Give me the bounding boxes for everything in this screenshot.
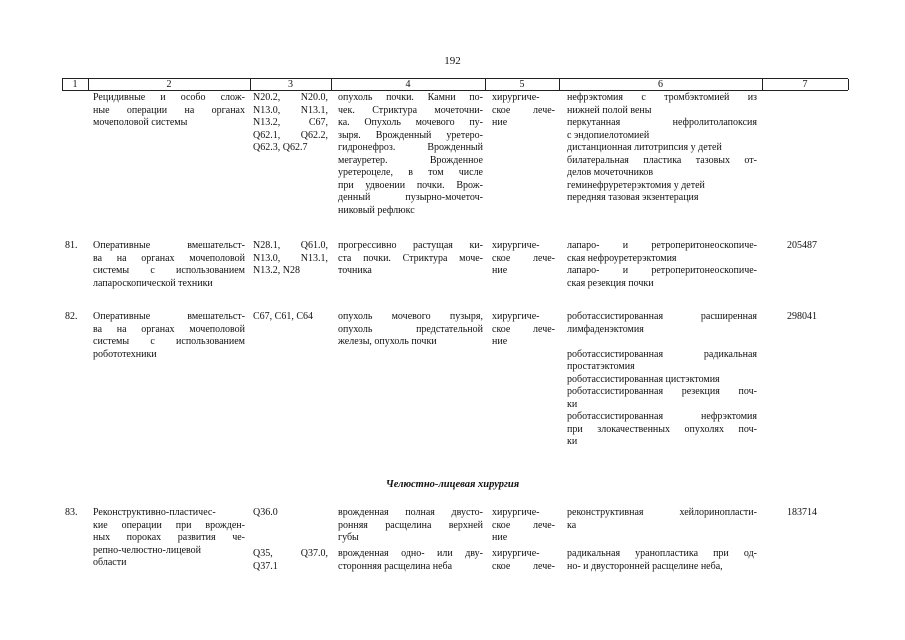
page-number: 192 bbox=[444, 55, 461, 67]
row-methods: роботассистированная расширенная лимфаденэктомия роботассистированная радикальная простатэктомия роботассистированная цистэктомия роботассистированная резекция поч- ки роботассистированная нефрэктомия при злокачественных опухолях поч- ки bbox=[567, 311, 757, 447]
row-diagnosis: опухоль мочевого пузыря, опухоль предстательной железы, опухоль почки bbox=[338, 311, 483, 347]
col-divider bbox=[848, 79, 849, 90]
row-cost: 205487 bbox=[787, 240, 817, 251]
header-col-3: 3 bbox=[288, 79, 293, 90]
row-methods: лапаро- и ретроперитонеоскопиче- ская нефроуретерэктомия лапаро- и ретроперитонеоскопиче- ская резекция почки bbox=[567, 240, 757, 289]
section-title: Челюстно-лицевая хирургия bbox=[385, 479, 520, 490]
header-col-6: 6 bbox=[658, 79, 663, 90]
row-codes: C67, C61, C64 bbox=[253, 311, 314, 322]
row-cost: 298041 bbox=[787, 311, 817, 322]
row-diagnosis: опухоль почки. Камни по- чек. Стриктура мочеточни- ка. Опухоль мочевого пу- зыря. Врожденный уретеро- гидронефроз. Врожденный мегауретер. Врожденное уретероцеле, в том числе при удвоении почки. Врож- денный пузырно-мочеточ- никовый рефлюкс bbox=[338, 92, 483, 216]
row-treatment: хирургиче- ское лече- ние bbox=[492, 311, 555, 347]
row-number: 83. bbox=[65, 507, 78, 518]
header-col-5: 5 bbox=[519, 79, 525, 90]
header-col-4: 4 bbox=[405, 79, 411, 90]
row-number: 82. bbox=[65, 311, 78, 322]
row-name: Рецидивные и особо слож- ные операции на органах мочеполовой системы bbox=[93, 92, 245, 128]
row-codes: Q35, Q37.0, Q37.1 bbox=[253, 548, 328, 572]
row-diagnosis: прогрессивно растущая ки- ста почки. Стриктура моче- точника bbox=[338, 240, 483, 276]
row-methods: радикальная уранопластика при од- но- и двусторонней расщелине неба, bbox=[567, 548, 757, 572]
row-cost: 183714 bbox=[787, 507, 817, 518]
header-col-2: 2 bbox=[166, 79, 172, 90]
header-col-1: 1 bbox=[72, 79, 78, 90]
row-codes: Q36.0 bbox=[253, 507, 278, 518]
row-methods: нефрэктомия с тромбэктомией из нижней полой вены перкутанная нефролитолапоксия с эндопиелотомией дистанционная литотрипсия у детей билатеральная пластика тазовых от- делов мочеточников геминефруретерэктомия у детей передняя тазовая экзентерация bbox=[567, 92, 757, 203]
row-treatment: хирургиче- ское лече- ние bbox=[492, 92, 555, 128]
row-treatment: хирургиче- ское лече- ние bbox=[492, 507, 555, 543]
header-col-7: 7 bbox=[802, 79, 808, 90]
row-number: 81. bbox=[65, 240, 78, 251]
row-methods: реконструктивная хейлоринопласти- ка bbox=[567, 507, 757, 531]
row-name: Реконструктивно-пластичес- кие операции при врожден- ных пороках развития че- репно-челюстно-лицевой области bbox=[93, 507, 245, 568]
row-treatment: хирургиче- ское лече- bbox=[492, 548, 555, 572]
row-treatment: хирургиче- ское лече- ние bbox=[492, 240, 555, 276]
header-bottom-border bbox=[62, 90, 848, 91]
row-codes: N28.1, Q61.0, N13.0, N13.1, N13.2, N28 bbox=[253, 240, 328, 276]
row-name: Оперативные вмешательст- ва на органах мочеполовой системы с использованием лапароскопической техники bbox=[93, 240, 245, 289]
row-diagnosis: врожденная одно- или дву- сторонняя расщелина неба bbox=[338, 548, 483, 572]
row-codes: N20.2, N20.0, N13.0, N13.1, N13.2, C67, Q62.1, Q62.2, Q62.3, Q62.7 bbox=[253, 92, 328, 153]
row-diagnosis: врожденная полная двусто- ронняя расщелина верхней губы bbox=[338, 507, 483, 543]
row-name: Оперативные вмешательст- ва на органах мочеполовой системы с использованием робототехники bbox=[93, 311, 245, 360]
